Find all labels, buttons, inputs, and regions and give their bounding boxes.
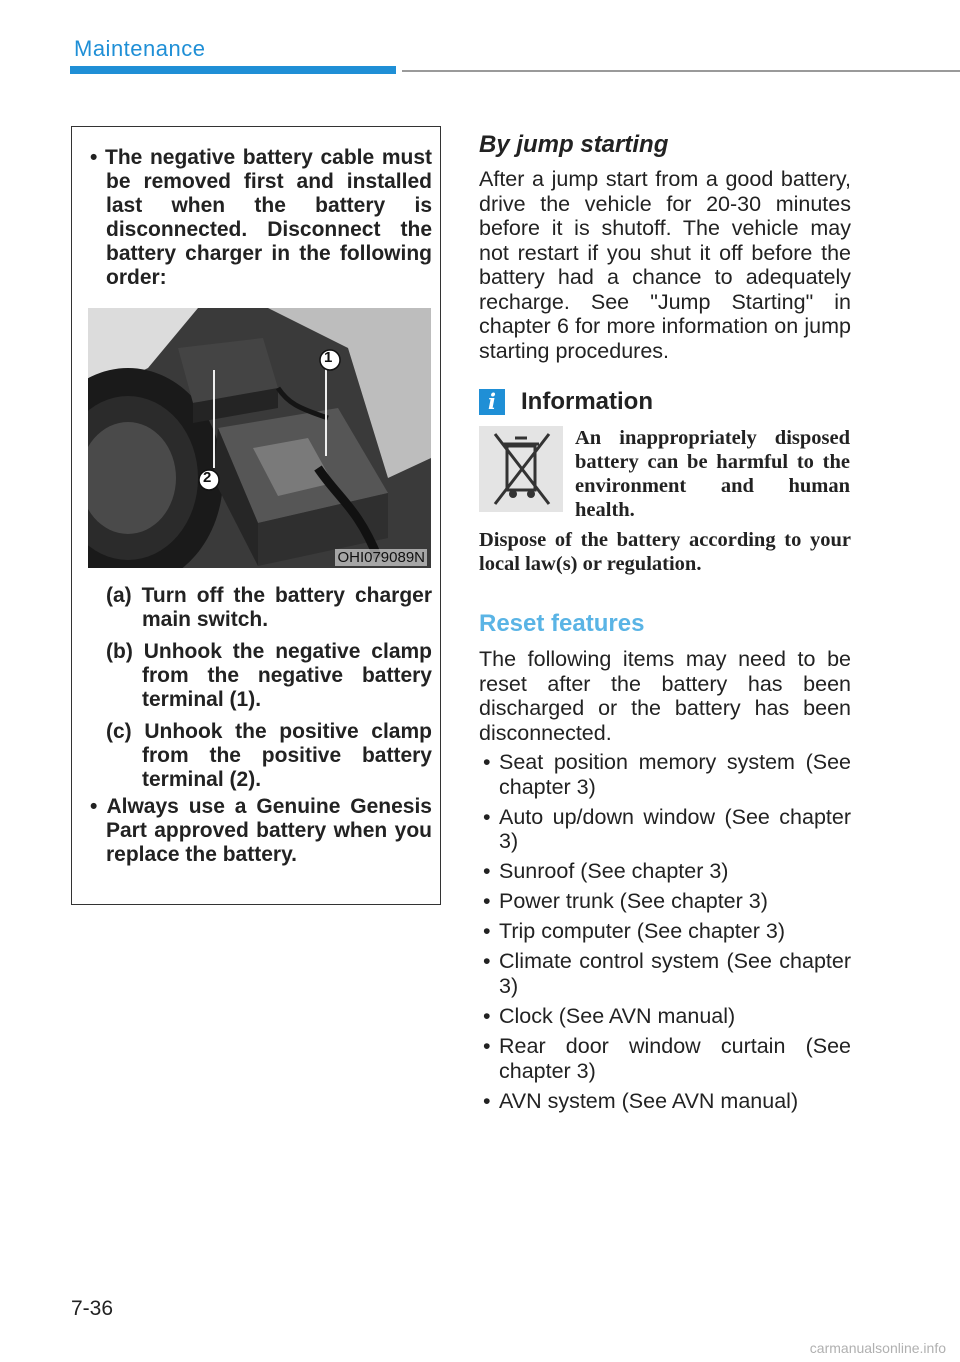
callout-2: 2	[203, 469, 212, 486]
info-icon: i	[479, 389, 505, 415]
list-item: • Power trunk (See chapter 3)	[479, 889, 851, 914]
crossed-out-bin-icon	[479, 426, 563, 512]
list-item: • Auto up/down window (See chapter 3)	[479, 805, 851, 854]
step-c: (c) Unhook the positive clamp from the positive battery terminal (2).	[106, 720, 432, 791]
list-item: • Trip computer (See chapter 3)	[479, 919, 851, 944]
list-item: • AVN system (See AVN manual)	[479, 1089, 851, 1114]
list-item: • Rear door window curtain (See chapter 3)	[479, 1034, 851, 1083]
page-number: 7-36	[71, 1297, 114, 1320]
caution-bullet-disconnect: • The negative battery cable must be removed first and installed last when the battery is disconnected. Disconnect the battery charger in the following order:	[90, 146, 432, 289]
jump-start-heading: By jump starting	[479, 131, 669, 158]
battery-photo	[88, 308, 431, 568]
header-accent-bar	[70, 66, 396, 74]
list-item: • Seat position memory system (See chapter 3)	[479, 750, 851, 799]
list-item: • Sunroof (See chapter 3)	[479, 859, 851, 884]
information-heading: Information	[521, 388, 653, 415]
caution-box	[71, 126, 441, 905]
jump-start-paragraph: After a jump start from a good battery, drive the vehicle for 20-30 minutes before it is shutoff. The vehicle may not restart if you shut it off before the battery had a chance to adequately recharge. See "Jump Starting" in chapter 6 for more information on jump starting procedures.	[479, 167, 851, 363]
reset-features-list	[479, 750, 851, 1119]
list-item: • Clock (See AVN manual)	[479, 1004, 851, 1029]
photo-code: OHI079089N	[337, 549, 425, 566]
section-title: Maintenance	[74, 36, 206, 61]
battery-illustration	[88, 308, 431, 568]
step-b: (b) Unhook the negative clamp from the negative battery terminal (1).	[106, 640, 432, 711]
reset-features-heading: Reset features	[479, 610, 645, 637]
step-a: (a) Turn off the battery charger main switch.	[106, 584, 432, 631]
information-dispose-text: Dispose of the battery according to your local law(s) or regulation.	[479, 529, 851, 575]
information-warning-text: An inappropriately disposed battery can be harmful to the environment and human health.	[575, 427, 850, 521]
watermark: carmanualsonline.info	[809, 1340, 946, 1356]
header-rule	[402, 70, 960, 72]
callout-1: 1	[324, 349, 333, 366]
caution-bullet-genuine-part: • Always use a Genuine Genesis Part approved battery when you replace the battery.	[90, 795, 432, 866]
reset-features-intro: The following items may need to be reset after the battery has been discharged or the battery has been disconnected.	[479, 647, 851, 745]
list-item: • Climate control system (See chapter 3)	[479, 949, 851, 998]
